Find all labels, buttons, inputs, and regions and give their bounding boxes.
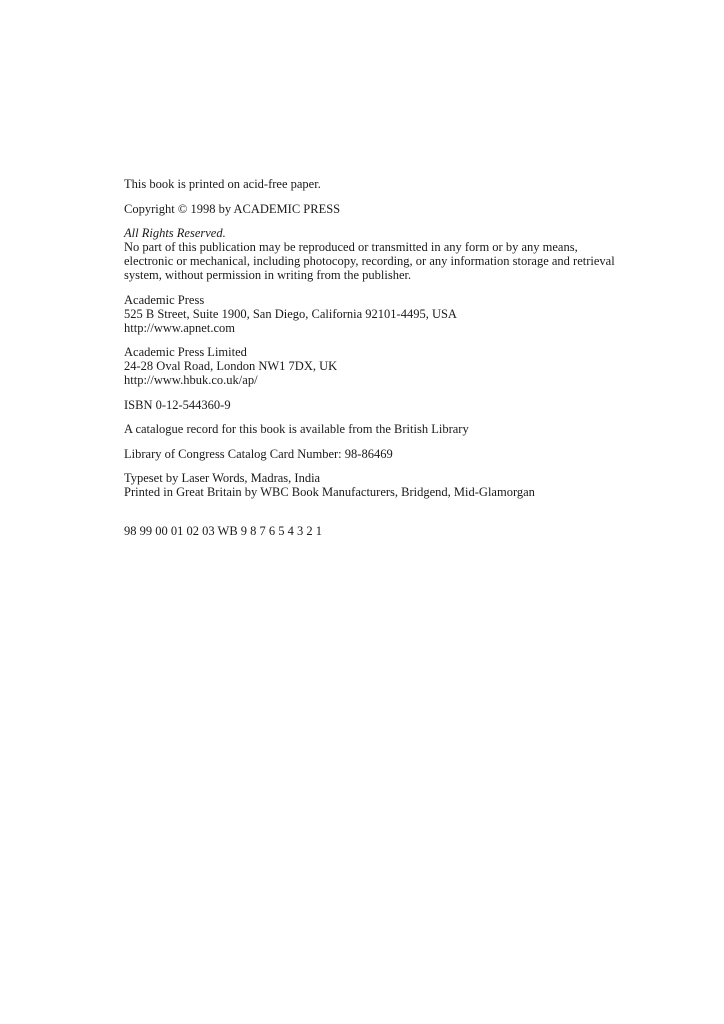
copyright-page — [124, 177, 684, 549]
loc-card-text: Library of Congress Catalog Card Number: 98-86469 — [124, 446, 393, 461]
copyright-text: Copyright © 1998 by ACADEMIC PRESS — [124, 201, 341, 216]
isbn — [124, 398, 684, 412]
publisher-street-us: 525 B Street, Suite 1900, San Diego, California 92101-4495, USA — [124, 306, 457, 321]
copyright-notice — [124, 202, 684, 216]
rights-heading: All Rights Reserved. — [124, 226, 226, 240]
printed-text: Printed in Great Britain by WBC Book Manufacturers, Bridgend, Mid-Glamorgan — [124, 485, 535, 499]
publisher-address-us — [124, 293, 684, 335]
publisher-url-uk: http://www.hbuk.co.uk/ap/ — [124, 373, 258, 387]
publisher-url-us: http://www.apnet.com — [124, 320, 235, 335]
british-library-text: A catalogue record for this book is available from the British Library — [124, 422, 469, 436]
rights-line-2: electronic or mechanical, including photocopy, recording, or any information storage and retrieval — [124, 254, 615, 268]
publisher-name-us: Academic Press — [124, 292, 205, 307]
british-library-note — [124, 422, 684, 436]
paper-note-text: This book is printed on acid-free paper. — [124, 177, 321, 191]
publisher-name-uk: Academic Press Limited — [124, 345, 247, 359]
printing-line — [124, 524, 684, 538]
typeset-printed — [124, 471, 684, 499]
rights-line-3: system, without permission in writing from the publisher. — [124, 268, 412, 282]
printing-line-text: 98 99 00 01 02 03 WB 9 8 7 6 5 4 3 2 1 — [124, 524, 323, 538]
publisher-street-uk: 24-28 Oval Road, London NW1 7DX, UK — [124, 359, 338, 373]
isbn-text: ISBN 0-12-544360-9 — [124, 397, 231, 412]
typeset-text: Typeset by Laser Words, Madras, India — [124, 471, 321, 485]
rights-line-1: No part of this publication may be reproduced or transmitted in any form or by any means, — [124, 240, 578, 254]
paper-note — [124, 177, 684, 191]
publisher-address-uk — [124, 345, 684, 387]
rights-statement — [124, 226, 684, 282]
loc-card-number — [124, 447, 684, 461]
